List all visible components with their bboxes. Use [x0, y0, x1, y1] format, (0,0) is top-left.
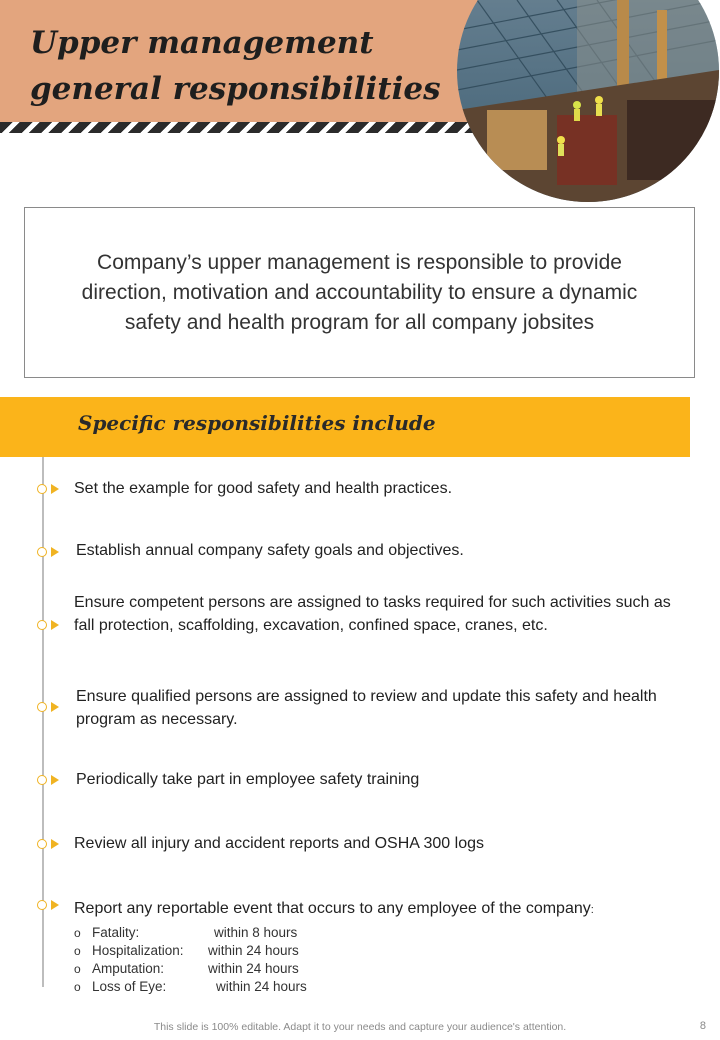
event-item: o Hospitalization: within 24 hours	[74, 942, 299, 958]
page-number: 8	[699, 1020, 706, 1032]
list-item: Review all injury and accident reports and OSHA 300 logs	[74, 835, 484, 852]
list-item: Periodically take part in employee safety training	[76, 771, 420, 788]
timeline-marker-icon	[37, 483, 63, 495]
reportable-events-list	[74, 924, 684, 996]
section-header	[0, 397, 690, 457]
timeline-marker-icon	[37, 899, 63, 911]
list-item: Set the example for good safety and health practices.	[74, 480, 453, 497]
event-item: o Amputation: within 24 hours	[74, 960, 299, 976]
timeline-marker-icon	[37, 838, 63, 850]
title-line-2: general responsibilities	[30, 71, 441, 107]
event-item: o Fatality: within 8 hours	[74, 924, 298, 940]
intro-box	[24, 207, 695, 378]
list-item: Establish annual company safety goals and objectives.	[76, 542, 464, 559]
timeline-marker-icon	[37, 701, 63, 713]
title-line-1: Upper management	[30, 25, 374, 61]
timeline-marker-icon	[37, 546, 63, 558]
list-item: Ensure competent persons are assigned to tasks required for such activities such as fall protection, scaffolding, excavation, confined space, cranes, etc.	[74, 594, 671, 634]
intro-text: Company’s upper management is responsible to provide direction, motivation and accountability to ensure a dynamic safety and health program for all company jobsites	[81, 250, 638, 334]
footer-note: This slide is 100% editable. Adapt it to your needs and capture your audience's attention.	[153, 1021, 567, 1033]
construction-site-photo	[457, 0, 719, 202]
list-item: Ensure qualified persons are assigned to review and update this safety and health program as necessary.	[76, 688, 657, 728]
timeline-marker-icon	[37, 774, 63, 786]
list-item-report: Report any reportable event that occurs to any employee of the company: o Fatality: within 8 hours o Hospitalization: within 24 hours o Amputation: within 24 hours o Loss of Eye: within 24 hours	[74, 898, 684, 996]
event-item: o Loss of Eye: within 24 hours	[74, 978, 307, 994]
report-text: Report any reportable event that occurs to any employee of the company	[74, 900, 591, 917]
section-title: Specific responsibilities include	[78, 411, 436, 435]
page-title	[30, 20, 441, 112]
timeline-marker-icon	[37, 619, 63, 631]
hazard-stripe	[0, 122, 480, 133]
